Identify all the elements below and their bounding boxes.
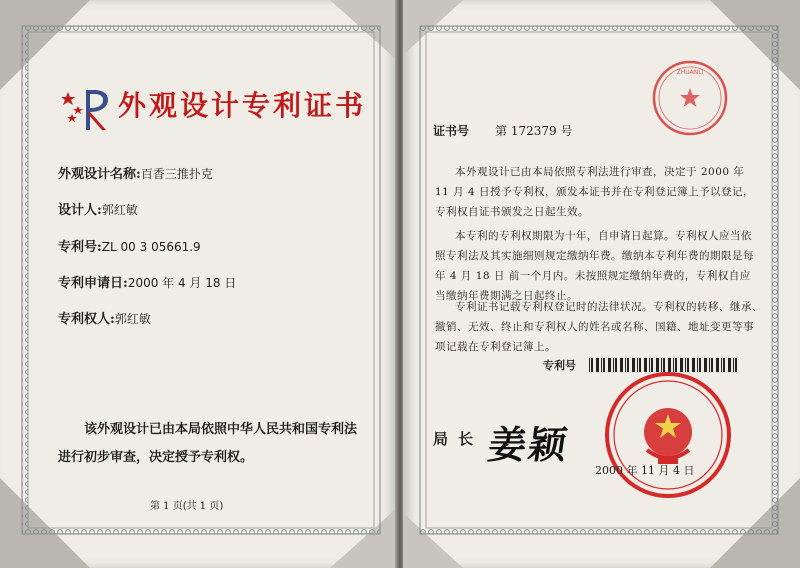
page-number: 第 1 页(共 1 页)	[150, 501, 224, 512]
svg-text:ZHUANLI: ZHUANLI	[676, 69, 704, 76]
issue-date: 2000 年 11 月 4 日	[595, 464, 695, 477]
patentee-field	[58, 308, 151, 327]
body-line: 项记载在专利登记簿上。	[435, 341, 556, 353]
body-line: 本专利的专利权期限为十年，自申请日起算。专利权人应当依	[455, 230, 752, 242]
patentee-label: 专利权人:	[58, 312, 115, 327]
body-line: 照专利法及其实施细则规定缴纳年费。缴纳本专利年费的期限是每	[435, 250, 754, 262]
certificate-title: 外观设计专利证书	[118, 89, 367, 122]
grant-notice-line-1: 该外观设计已由本局依照中华人民共和国专利法	[84, 422, 358, 437]
certificate-number-value: 第 172379 号	[495, 124, 573, 138]
body-line: 专利证书记载专利权登记时的法律状况。专利权的转移、继承、	[455, 301, 763, 313]
director-signature: 姜颖	[485, 422, 572, 467]
body-line: 本外观设计已由本局依照专利法进行审查，决定于 2000 年	[455, 166, 745, 178]
grant-notice-line-2: 进行初步审查，决定授予专利权。	[58, 450, 254, 465]
patent-number-label: 专利号:	[58, 240, 102, 255]
body-line: 年 4 月 18 日 前一个月内。未按照规定缴纳年费的，专利权自应	[435, 270, 751, 282]
director-label: 局长	[433, 430, 484, 448]
small-red-seal	[650, 58, 730, 138]
body-line: 专利权自证书颁发之日起生效。	[435, 206, 589, 218]
patentee-value: 郭红敏	[114, 312, 151, 326]
right-page	[403, 0, 800, 568]
national-ip-office-seal	[603, 370, 733, 500]
design-name-field	[58, 163, 213, 182]
body-paragraph-1	[435, 162, 765, 222]
body-paragraph-3	[435, 297, 765, 357]
patent-number-barcode-line	[543, 357, 576, 373]
patent-number-value: ZL 00 3 05661.9	[101, 240, 201, 254]
patent-number-field	[58, 236, 201, 255]
body-paragraph-2	[435, 226, 765, 306]
design-name-label: 外观设计名称:	[58, 167, 141, 182]
certificate-number-label: 证书号	[433, 124, 470, 138]
application-date-label: 专利申请日:	[58, 276, 128, 291]
grant-notice	[58, 416, 358, 472]
designer-field	[58, 199, 138, 218]
body-line: 当缴纳年费期满之日起终止。	[435, 290, 578, 302]
designer-value: 郭红敏	[101, 203, 138, 217]
patent-office-emblem-icon	[62, 84, 114, 132]
certificate-number	[433, 122, 572, 139]
left-page	[0, 0, 397, 568]
body-line: 11 月 4 日授予专利权，颁发本证书并在专利登记簿上予以登记，	[435, 186, 755, 198]
designer-label: 设计人:	[58, 203, 102, 218]
application-date-field	[58, 272, 236, 291]
patent-number-barcode-label: 专利号	[543, 359, 576, 372]
design-name-value: 百香三推扑克	[140, 167, 213, 181]
application-date-value: 2000 年 4 月 18 日	[127, 276, 237, 290]
body-line: 撤销、无效、终止和专利权人的姓名或名称、国籍、地址变更等事	[435, 321, 754, 333]
